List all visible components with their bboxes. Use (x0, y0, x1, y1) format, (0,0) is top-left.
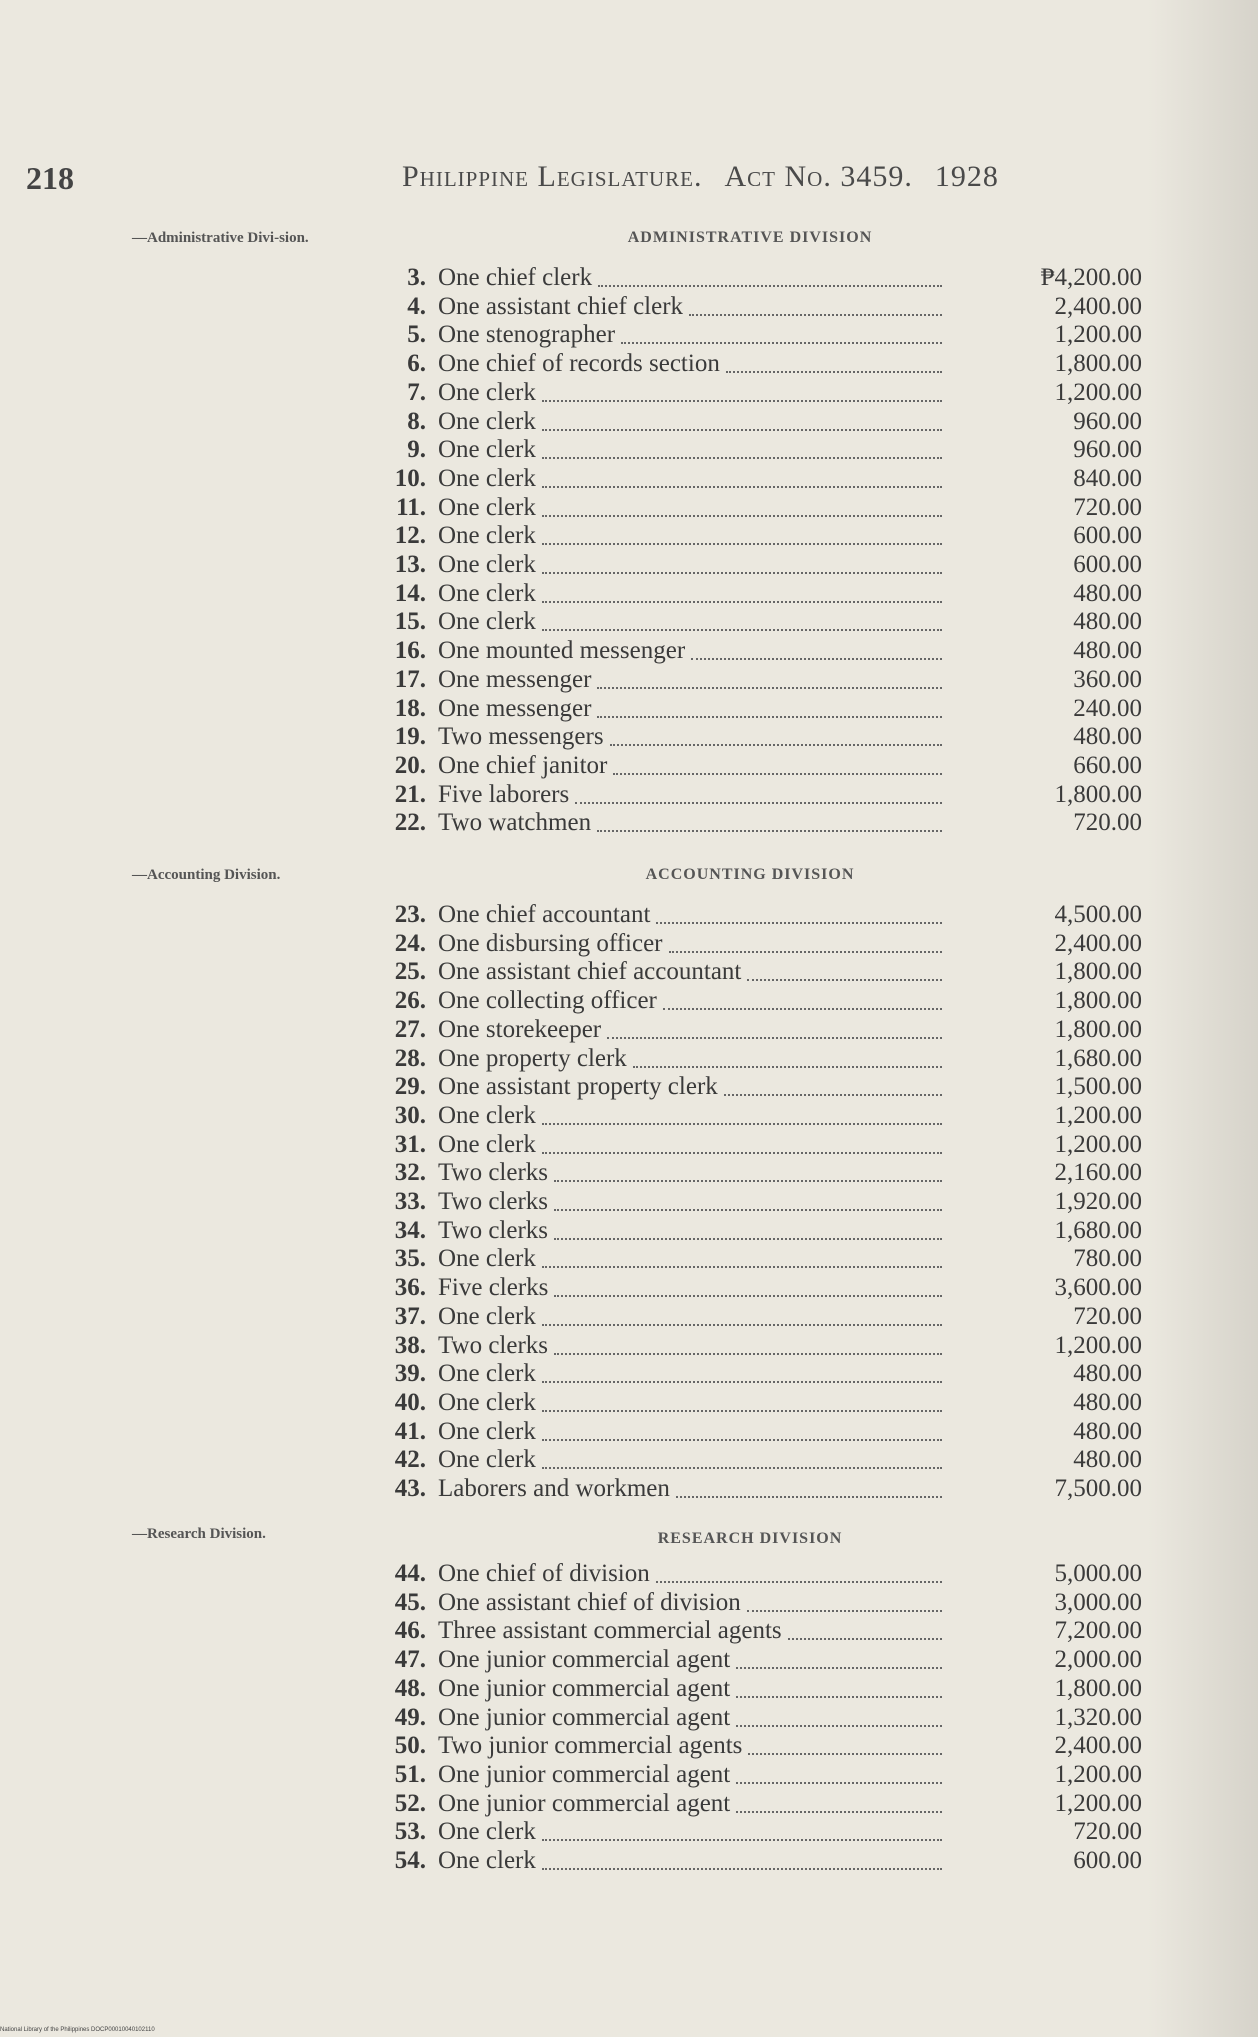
item-number: 40. (394, 1389, 426, 1416)
item-number: 3. (407, 264, 426, 291)
dot-leader (598, 285, 942, 287)
dot-leader (726, 371, 942, 373)
dot-leader (542, 572, 942, 574)
dot-leader (542, 543, 942, 545)
appropriation-row (372, 1418, 1142, 1446)
item-amount: 1,680.00 (1054, 1217, 1142, 1244)
item-description: One junior commercial agent (438, 1761, 731, 1788)
appropriation-row (372, 608, 1142, 636)
dot-leader (748, 1753, 942, 1755)
item-description: One clerk (438, 608, 536, 635)
dot-leader (676, 1496, 942, 1498)
item-description: Five clerks (438, 1274, 549, 1301)
item-description: One assistant chief of division (438, 1589, 741, 1616)
item-description: One messenger (438, 695, 592, 722)
item-description: One clerk (438, 1245, 536, 1272)
item-amount: 1,800.00 (1054, 781, 1142, 808)
item-description: Five laborers (438, 781, 570, 808)
item-amount: 1,200.00 (1054, 1102, 1142, 1129)
item-description: One chief of division (438, 1560, 650, 1587)
item-amount: 720.00 (1073, 809, 1142, 836)
item-amount: 480.00 (1073, 637, 1142, 664)
item-amount: 1,200.00 (1054, 1761, 1142, 1788)
appropriation-row (372, 723, 1142, 751)
item-description: Two clerks (438, 1188, 549, 1215)
item-number: 52. (394, 1790, 426, 1817)
dot-leader (747, 1610, 942, 1612)
item-amount: 2,160.00 (1054, 1159, 1142, 1186)
item-number: 31. (394, 1131, 426, 1158)
item-number: 46. (394, 1617, 426, 1644)
dot-leader (575, 802, 942, 804)
item-number: 24. (394, 930, 426, 957)
item-amount: 2,400.00 (1054, 1732, 1142, 1759)
item-description: One clerk (438, 1389, 536, 1416)
item-description: One chief clerk (438, 264, 593, 291)
item-number: 53. (394, 1818, 426, 1845)
page-edge-shadow (1148, 0, 1258, 2037)
margin-note: —Research Division. (132, 1526, 266, 1542)
item-amount: 960.00 (1073, 408, 1142, 435)
item-amount: 1,800.00 (1054, 1016, 1142, 1043)
running-head-title: Philippine Legislature. (402, 160, 703, 193)
item-description: One clerk (438, 494, 536, 521)
appropriation-row (372, 809, 1142, 837)
running-head-year: 1928 (934, 160, 999, 193)
item-number: 29. (394, 1073, 426, 1100)
item-amount: 720.00 (1073, 1303, 1142, 1330)
item-amount: 2,400.00 (1054, 930, 1142, 957)
appropriation-row (372, 1560, 1142, 1588)
item-amount: 720.00 (1073, 494, 1142, 521)
item-description: One assistant chief clerk (438, 293, 684, 320)
item-number: 51. (394, 1761, 426, 1788)
item-number: 5. (407, 321, 426, 348)
item-description: One clerk (438, 1418, 536, 1445)
item-description: One collecting officer (438, 987, 657, 1014)
item-description: One chief of records section (438, 350, 720, 377)
dot-leader (607, 1037, 942, 1039)
item-description: One clerk (438, 580, 536, 607)
appropriation-row (372, 1761, 1142, 1789)
dot-leader (691, 658, 942, 660)
item-number: 54. (394, 1847, 426, 1874)
item-description: Two messengers (438, 723, 604, 750)
appropriation-row (372, 436, 1142, 464)
page-number: 218 (26, 160, 74, 196)
dot-leader (597, 830, 942, 832)
item-number: 28. (394, 1045, 426, 1072)
item-number: 48. (394, 1675, 426, 1702)
item-number: 18. (394, 695, 426, 722)
dot-leader (542, 1439, 942, 1441)
item-number: 49. (394, 1704, 426, 1731)
appropriation-row (372, 1646, 1142, 1674)
dot-leader (736, 1696, 942, 1698)
running-head-act: Act No. 3459. (724, 160, 913, 193)
item-amount: 720.00 (1073, 1818, 1142, 1845)
item-number: 19. (394, 723, 426, 750)
dot-leader (656, 922, 942, 924)
appropriation-row (372, 580, 1142, 608)
dot-leader (669, 951, 942, 953)
item-description: One assistant property clerk (438, 1073, 718, 1100)
item-number: 32. (394, 1159, 426, 1186)
dot-leader (724, 1094, 942, 1096)
item-number: 10. (394, 465, 426, 492)
item-number: 26. (394, 987, 426, 1014)
dot-leader (542, 1839, 942, 1841)
appropriation-row (372, 1159, 1142, 1187)
item-number: 14. (394, 580, 426, 607)
appropriation-row (372, 494, 1142, 522)
margin-note: —Accounting Division. (132, 867, 281, 883)
item-amount: 7,500.00 (1054, 1475, 1142, 1502)
item-number: 15. (394, 608, 426, 635)
item-number: 36. (394, 1274, 426, 1301)
dot-leader (542, 1152, 942, 1154)
item-amount: 480.00 (1073, 1389, 1142, 1416)
item-description: One junior commercial agent (438, 1704, 731, 1731)
dot-leader (663, 1008, 942, 1010)
dot-leader (554, 1180, 942, 1182)
item-amount: 960.00 (1073, 436, 1142, 463)
appropriation-row (372, 379, 1142, 407)
dot-leader (747, 979, 942, 981)
item-description: One chief accountant (438, 901, 651, 928)
footer-credit: National Library of the Philippines DOCP00010040102110 (0, 2027, 155, 2033)
dot-leader (633, 1066, 942, 1068)
appropriation-row (372, 321, 1142, 349)
appropriation-row (372, 408, 1142, 436)
item-description: Two junior commercial agents (438, 1732, 743, 1759)
dot-leader (736, 1782, 942, 1784)
item-number: 45. (394, 1589, 426, 1616)
item-number: 33. (394, 1188, 426, 1215)
item-amount: 1,200.00 (1054, 1790, 1142, 1817)
item-description: One disbursing officer (438, 930, 663, 957)
dot-leader (689, 314, 942, 316)
appropriation-row (372, 695, 1142, 723)
appropriation-row (372, 264, 1142, 292)
item-amount: 1,200.00 (1054, 321, 1142, 348)
appropriation-row (372, 930, 1142, 958)
appropriation-row (372, 1131, 1142, 1159)
appropriation-row (372, 1847, 1142, 1875)
item-number: 22. (394, 809, 426, 836)
item-number: 12. (394, 522, 426, 549)
dot-leader (542, 601, 942, 603)
item-amount: 480.00 (1073, 1360, 1142, 1387)
appropriation-row (372, 293, 1142, 321)
item-number: 35. (394, 1245, 426, 1272)
appropriation-row (372, 1446, 1142, 1474)
appropriation-row (372, 781, 1142, 809)
item-description: Three assistant commercial agents (438, 1617, 782, 1644)
item-description: Two watchmen (438, 809, 592, 836)
item-number: 50. (394, 1732, 426, 1759)
item-description: One clerk (438, 1131, 536, 1158)
division-heading: ACCOUNTING DIVISION (645, 866, 855, 883)
dot-leader (736, 1725, 942, 1727)
appropriation-row (372, 1675, 1142, 1703)
item-description: One clerk (438, 1847, 536, 1874)
item-amount: ₱4,200.00 (1040, 264, 1142, 291)
item-number: 25. (394, 958, 426, 985)
item-amount: 840.00 (1073, 465, 1142, 492)
item-description: One clerk (438, 1102, 536, 1129)
dot-leader (656, 1581, 942, 1583)
item-amount: 1,200.00 (1054, 1332, 1142, 1359)
item-amount: 1,920.00 (1054, 1188, 1142, 1215)
item-amount: 3,600.00 (1054, 1274, 1142, 1301)
item-amount: 1,200.00 (1054, 379, 1142, 406)
dot-leader (597, 687, 942, 689)
item-description: One assistant chief accountant (438, 958, 742, 985)
appropriation-row (372, 1360, 1142, 1388)
appropriation-row (372, 551, 1142, 579)
item-number: 21. (394, 781, 426, 808)
appropriation-row (372, 958, 1142, 986)
dot-leader (542, 1123, 942, 1125)
dot-leader (542, 1381, 942, 1383)
appropriation-row (372, 1389, 1142, 1417)
item-amount: 480.00 (1073, 1418, 1142, 1445)
dot-leader (542, 457, 942, 459)
appropriation-row (372, 1102, 1142, 1130)
item-number: 42. (394, 1446, 426, 1473)
item-amount: 240.00 (1073, 695, 1142, 722)
item-description: One stenographer (438, 321, 616, 348)
dot-leader (554, 1238, 942, 1240)
item-description: One storekeeper (438, 1016, 602, 1043)
item-description: One messenger (438, 666, 592, 693)
dot-leader (613, 773, 942, 775)
dot-leader (542, 1324, 942, 1326)
division-heading: ADMINISTRATIVE DIVISION (627, 229, 873, 246)
appropriation-row (372, 1732, 1142, 1760)
dot-leader (736, 1667, 942, 1669)
item-description: One clerk (438, 551, 536, 578)
appropriation-row (372, 1617, 1142, 1645)
item-amount: 4,500.00 (1054, 901, 1142, 928)
item-number: 37. (394, 1303, 426, 1330)
margin-note: —Administrative Divi-sion. (132, 230, 309, 246)
item-number: 47. (394, 1646, 426, 1673)
item-amount: 360.00 (1073, 666, 1142, 693)
dot-leader (610, 744, 942, 746)
item-description: One mounted messenger (438, 637, 686, 664)
item-amount: 780.00 (1073, 1245, 1142, 1272)
appropriation-row (372, 1274, 1142, 1302)
dot-leader (554, 1353, 942, 1355)
item-number: 17. (394, 666, 426, 693)
item-description: Two clerks (438, 1159, 549, 1186)
item-description: One junior commercial agent (438, 1790, 731, 1817)
item-number: 23. (394, 901, 426, 928)
item-number: 16. (394, 637, 426, 664)
item-amount: 1,200.00 (1054, 1131, 1142, 1158)
dot-leader (542, 515, 942, 517)
appropriation-row (372, 666, 1142, 694)
item-description: One clerk (438, 408, 536, 435)
item-description: One clerk (438, 379, 536, 406)
item-number: 41. (394, 1418, 426, 1445)
item-description: One clerk (438, 1303, 536, 1330)
item-number: 43. (394, 1475, 426, 1502)
appropriation-row (372, 465, 1142, 493)
item-amount: 600.00 (1073, 1847, 1142, 1874)
item-number: 13. (394, 551, 426, 578)
appropriation-row (372, 1475, 1142, 1503)
dot-leader (597, 716, 942, 718)
item-amount: 1,680.00 (1054, 1045, 1142, 1072)
division-heading: RESEARCH DIVISION (657, 1530, 843, 1547)
item-amount: 1,800.00 (1054, 1675, 1142, 1702)
item-description: One clerk (438, 1818, 536, 1845)
appropriation-row (372, 1818, 1142, 1846)
dot-leader (542, 429, 942, 431)
item-amount: 660.00 (1073, 752, 1142, 779)
item-amount: 1,800.00 (1054, 987, 1142, 1014)
item-description: One junior commercial agent (438, 1675, 731, 1702)
item-amount: 1,320.00 (1054, 1704, 1142, 1731)
item-amount: 480.00 (1073, 723, 1142, 750)
dot-leader (788, 1638, 942, 1640)
appropriation-row (372, 522, 1142, 550)
item-amount: 480.00 (1073, 608, 1142, 635)
appropriation-row (372, 350, 1142, 378)
running-head (402, 160, 999, 194)
item-description: Two clerks (438, 1332, 549, 1359)
item-description: Two clerks (438, 1217, 549, 1244)
appropriation-row (372, 1073, 1142, 1101)
dot-leader (542, 1410, 942, 1412)
item-amount: 480.00 (1073, 580, 1142, 607)
item-number: 7. (407, 379, 426, 406)
item-description: Laborers and workmen (438, 1475, 670, 1502)
item-number: 11. (396, 494, 426, 521)
item-number: 20. (394, 752, 426, 779)
appropriation-row (372, 1245, 1142, 1273)
item-number: 8. (407, 408, 426, 435)
item-amount: 480.00 (1073, 1446, 1142, 1473)
item-amount: 1,800.00 (1054, 958, 1142, 985)
appropriation-row (372, 1790, 1142, 1818)
appropriation-row (372, 752, 1142, 780)
appropriation-row (372, 901, 1142, 929)
item-description: One clerk (438, 1360, 536, 1387)
appropriation-row (372, 1217, 1142, 1245)
item-amount: 2,400.00 (1054, 293, 1142, 320)
dot-leader (542, 629, 942, 631)
dot-leader (542, 1266, 942, 1268)
appropriation-row (372, 1016, 1142, 1044)
item-amount: 7,200.00 (1054, 1617, 1142, 1644)
appropriation-row (372, 1045, 1142, 1073)
item-number: 4. (407, 293, 426, 320)
item-number: 38. (394, 1332, 426, 1359)
dot-leader (542, 1868, 942, 1870)
dot-leader (736, 1811, 942, 1813)
appropriation-row (372, 1303, 1142, 1331)
item-number: 6. (407, 350, 426, 377)
appropriation-row (372, 1589, 1142, 1617)
item-number: 44. (394, 1560, 426, 1587)
dot-leader (621, 342, 942, 344)
item-number: 39. (394, 1360, 426, 1387)
appropriation-row (372, 637, 1142, 665)
appropriation-row (372, 1332, 1142, 1360)
dot-leader (554, 1295, 942, 1297)
dot-leader (542, 400, 942, 402)
appropriation-row (372, 987, 1142, 1015)
item-description: One property clerk (438, 1045, 627, 1072)
item-number: 34. (394, 1217, 426, 1244)
item-description: One clerk (438, 1446, 536, 1473)
item-number: 30. (394, 1102, 426, 1129)
item-description: One chief janitor (438, 752, 608, 779)
item-description: One clerk (438, 436, 536, 463)
item-description: One clerk (438, 465, 536, 492)
item-number: 9. (407, 436, 426, 463)
item-amount: 1,500.00 (1054, 1073, 1142, 1100)
item-amount: 5,000.00 (1054, 1560, 1142, 1587)
dot-leader (542, 486, 942, 488)
dot-leader (554, 1209, 942, 1211)
appropriation-row (372, 1704, 1142, 1732)
item-amount: 600.00 (1073, 551, 1142, 578)
item-amount: 2,000.00 (1054, 1646, 1142, 1673)
item-number: 27. (394, 1016, 426, 1043)
item-description: One clerk (438, 522, 536, 549)
appropriation-row (372, 1188, 1142, 1216)
item-amount: 1,800.00 (1054, 350, 1142, 377)
dot-leader (542, 1467, 942, 1469)
item-description: One junior commercial agent (438, 1646, 731, 1673)
item-amount: 600.00 (1073, 522, 1142, 549)
item-amount: 3,000.00 (1054, 1589, 1142, 1616)
